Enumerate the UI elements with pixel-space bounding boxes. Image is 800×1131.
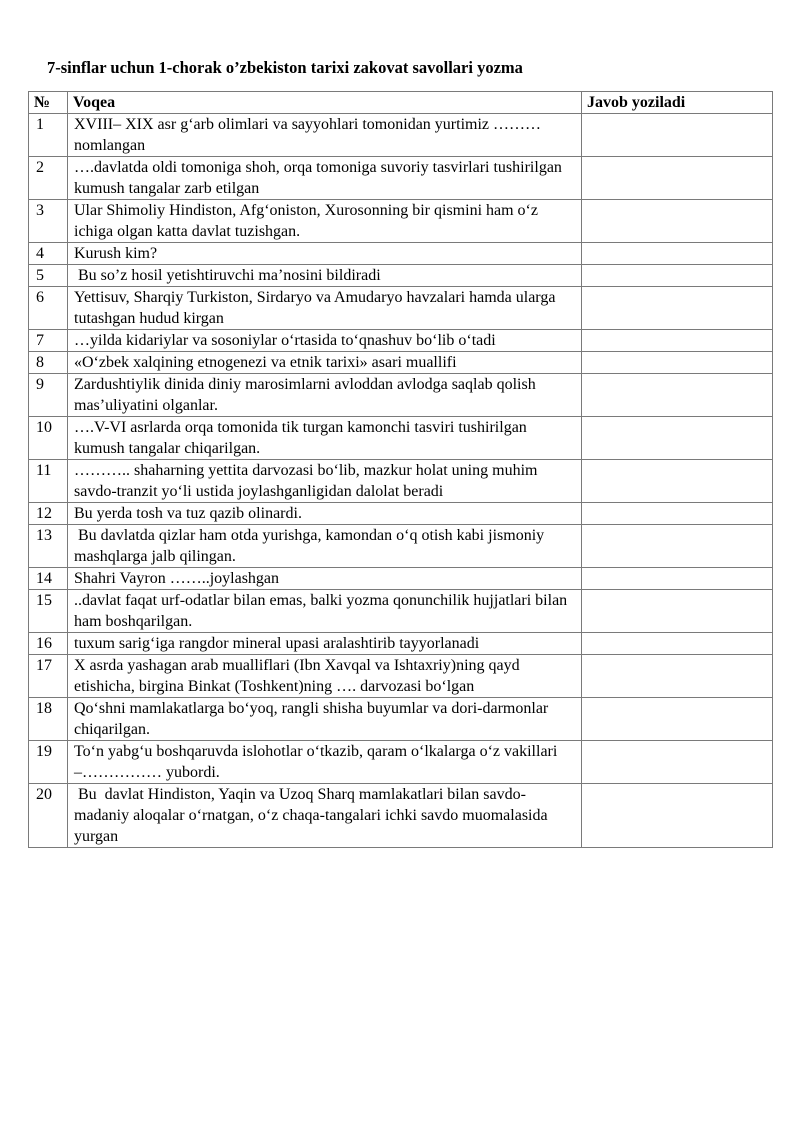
table-row bbox=[29, 741, 773, 784]
answer-cell[interactable] bbox=[582, 655, 773, 698]
table-row bbox=[29, 633, 773, 655]
table-row bbox=[29, 568, 773, 590]
answer-cell[interactable] bbox=[582, 157, 773, 200]
answer-cell[interactable] bbox=[582, 633, 773, 655]
answer-cell[interactable] bbox=[582, 698, 773, 741]
row-question: ….V-VI asrlarda orqa tomonida tik turgan kamonchi tasviri tushirilgan kumush tangalar chiqarilgan. bbox=[68, 417, 582, 460]
row-number: 4 bbox=[29, 243, 68, 265]
row-number: 16 bbox=[29, 633, 68, 655]
row-number: 5 bbox=[29, 265, 68, 287]
table-row bbox=[29, 243, 773, 265]
answer-cell[interactable] bbox=[582, 114, 773, 157]
row-question: …yilda kidariylar va sosoniylar o‘rtasida to‘qnashuv bo‘lib o‘tadi bbox=[68, 330, 582, 352]
row-question: Bu davlat Hindiston, Yaqin va Uzoq Sharq mamlakatlari bilan savdo-madaniy aloqalar o‘rnatgan, o‘z chaqa-tangalari ichki savdo muomalasida yurgan bbox=[68, 784, 582, 848]
answer-cell[interactable] bbox=[582, 503, 773, 525]
answer-cell[interactable] bbox=[582, 200, 773, 243]
column-header-number: № bbox=[29, 92, 68, 114]
page-title: 7-sinflar uchun 1-chorak o’zbekiston tarixi zakovat savollari yozma bbox=[47, 58, 523, 77]
row-number: 15 bbox=[29, 590, 68, 633]
row-question: ……….. shaharning yettita darvozasi bo‘lib, mazkur holat uning muhim savdo-tranzit yo‘li ustida joylashganligidan dalolat beradi bbox=[68, 460, 582, 503]
row-question: Shahri Vayron ……..joylashgan bbox=[68, 568, 582, 590]
row-number: 19 bbox=[29, 741, 68, 784]
row-number: 2 bbox=[29, 157, 68, 200]
row-number: 3 bbox=[29, 200, 68, 243]
row-number: 20 bbox=[29, 784, 68, 848]
table-header-row bbox=[29, 92, 773, 114]
answer-cell[interactable] bbox=[582, 330, 773, 352]
row-question: ..davlat faqat urf-odatlar bilan emas, balki yozma qonunchilik hujjatlari bilan ham boshqarilgan. bbox=[68, 590, 582, 633]
row-number: 8 bbox=[29, 352, 68, 374]
table-row bbox=[29, 157, 773, 200]
row-question: «O‘zbek xalqining etnogenezi va etnik tarixi» asari muallifi bbox=[68, 352, 582, 374]
table-row bbox=[29, 374, 773, 417]
column-header-question: Voqea bbox=[68, 92, 582, 114]
row-number: 11 bbox=[29, 460, 68, 503]
answer-cell[interactable] bbox=[582, 525, 773, 568]
row-question: Bu so’z hosil yetishtiruvchi ma’nosini bildiradi bbox=[68, 265, 582, 287]
row-number: 9 bbox=[29, 374, 68, 417]
answer-cell[interactable] bbox=[582, 460, 773, 503]
table-row bbox=[29, 114, 773, 157]
answer-cell[interactable] bbox=[582, 741, 773, 784]
answer-cell[interactable] bbox=[582, 590, 773, 633]
answer-cell[interactable] bbox=[582, 352, 773, 374]
column-header-answer: Javob yoziladi bbox=[582, 92, 773, 114]
answer-cell[interactable] bbox=[582, 417, 773, 460]
table-row bbox=[29, 698, 773, 741]
row-question: Qo‘shni mamlakatlarga bo‘yoq, rangli shisha buyumlar va dori-darmonlar chiqarilgan. bbox=[68, 698, 582, 741]
row-number: 10 bbox=[29, 417, 68, 460]
table-row bbox=[29, 590, 773, 633]
answer-cell[interactable] bbox=[582, 243, 773, 265]
row-number: 17 bbox=[29, 655, 68, 698]
table-row bbox=[29, 265, 773, 287]
table-row bbox=[29, 200, 773, 243]
row-question: tuxum sarig‘iga rangdor mineral upasi aralashtirib tayyorlanadi bbox=[68, 633, 582, 655]
row-number: 12 bbox=[29, 503, 68, 525]
table-row bbox=[29, 460, 773, 503]
answer-cell[interactable] bbox=[582, 265, 773, 287]
answer-cell[interactable] bbox=[582, 374, 773, 417]
table-row bbox=[29, 503, 773, 525]
row-number: 7 bbox=[29, 330, 68, 352]
row-number: 14 bbox=[29, 568, 68, 590]
table-row bbox=[29, 330, 773, 352]
quiz-table bbox=[28, 91, 773, 848]
row-question: XVIII– XIX asr g‘arb olimlari va sayyohlari tomonidan yurtimiz ………nomlangan bbox=[68, 114, 582, 157]
row-question: Kurush kim? bbox=[68, 243, 582, 265]
row-number: 6 bbox=[29, 287, 68, 330]
row-question: Bu davlatda qizlar ham otda yurishga, kamondan o‘q otish kabi jismoniy mashqlarga jalb qilingan. bbox=[68, 525, 582, 568]
answer-cell[interactable] bbox=[582, 784, 773, 848]
table-row bbox=[29, 352, 773, 374]
table-row bbox=[29, 417, 773, 460]
table-row bbox=[29, 655, 773, 698]
answer-cell[interactable] bbox=[582, 287, 773, 330]
table-row bbox=[29, 287, 773, 330]
row-question: X asrda yashagan arab mualliflari (Ibn Xavqal va Ishtaxriy)ning qayd etishicha, birgina Binkat (Toshkent)ning …. darvozasi bo‘lgan bbox=[68, 655, 582, 698]
row-number: 1 bbox=[29, 114, 68, 157]
table-row bbox=[29, 784, 773, 848]
answer-cell[interactable] bbox=[582, 568, 773, 590]
row-number: 13 bbox=[29, 525, 68, 568]
table-body bbox=[29, 114, 773, 848]
row-question: ….davlatda oldi tomoniga shoh, orqa tomoniga suvoriy tasvirlari tushirilgan kumush tangalar zarb etilgan bbox=[68, 157, 582, 200]
row-question: Yettisuv, Sharqiy Turkiston, Sirdaryo va Amudaryo havzalari hamda ularga tutashgan hudud kirgan bbox=[68, 287, 582, 330]
row-question: Bu yerda tosh va tuz qazib olinardi. bbox=[68, 503, 582, 525]
row-number: 18 bbox=[29, 698, 68, 741]
row-question: Ular Shimoliy Hindiston, Afg‘oniston, Xurosonning bir qismini ham o‘z ichiga olgan katta davlat tuzishgan. bbox=[68, 200, 582, 243]
table-row bbox=[29, 525, 773, 568]
row-question: To‘n yabg‘u boshqaruvda islohotlar o‘tkazib, qaram o‘lkalarga o‘z vakillari –…………… yubordi. bbox=[68, 741, 582, 784]
row-question: Zardushtiylik dinida diniy marosimlarni avloddan avlodga saqlab qolish mas’uliyatini olganlar. bbox=[68, 374, 582, 417]
